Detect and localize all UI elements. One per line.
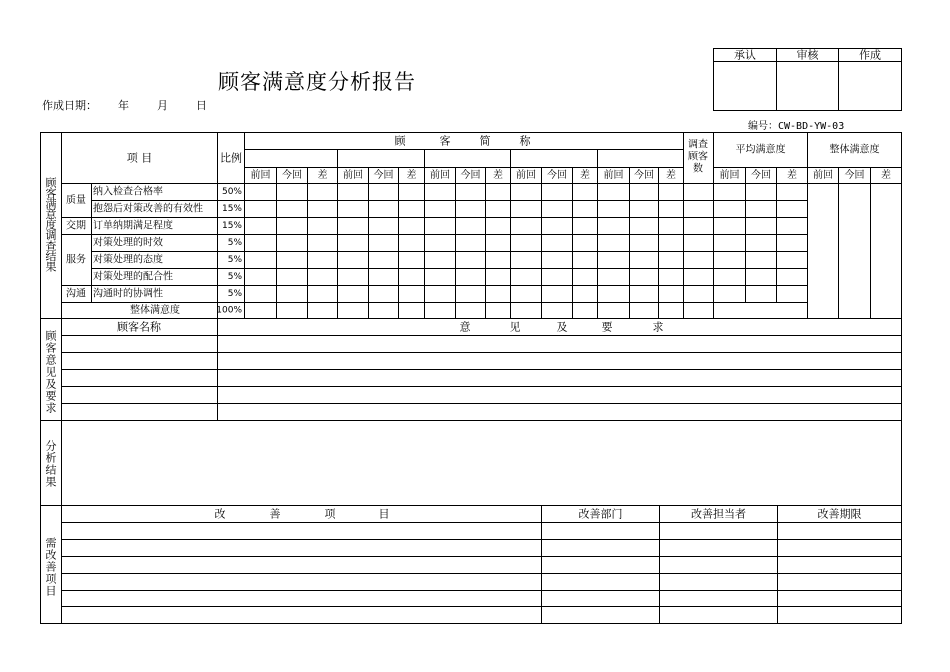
section-analysis-label: 析 [45, 451, 57, 465]
customer-name-header: 顾客名称 [117, 320, 161, 334]
section-analysis-label: 果 [45, 475, 57, 489]
customer-header: 顾 [394, 134, 406, 148]
customer-header: 简 [479, 134, 491, 148]
improve-dept-header: 改善部门 [578, 507, 623, 521]
approval-label-2: 作成 [859, 48, 881, 62]
improve-owner-header: 改善担当者 [691, 507, 746, 521]
improve-items-header: 改 [214, 507, 226, 521]
category-quality: 质量 [66, 195, 86, 206]
respondents-header: 数 [693, 163, 703, 175]
document-number: 编号：CW-BD-YW-03 [748, 121, 845, 132]
improve-items-header: 善 [269, 507, 281, 521]
section-opinions-label: 客 [45, 341, 57, 355]
section-improvement-label: 项 [45, 572, 57, 586]
section-opinions-label: 要 [45, 389, 57, 403]
sub-col-label: 前回 [719, 170, 740, 181]
sub-col-label: 差 [493, 170, 503, 181]
sub-col-label: 今回 [282, 170, 302, 181]
creation-date: 作成日期： 年 月 日 [42, 99, 207, 112]
section-opinions-label: 求 [45, 401, 57, 415]
opinions-header: 求 [652, 320, 664, 334]
total-ratio: 100% [216, 305, 242, 316]
section-survey-label: 调 [45, 229, 57, 242]
improve-items-header: 项 [324, 507, 336, 521]
section-survey-label: 满 [45, 197, 57, 211]
sub-col-label: 前回 [343, 170, 363, 181]
sub-col-label: 差 [787, 170, 797, 181]
survey-item-5: 对策处理的配合性 [93, 271, 173, 283]
customer-header: 称 [519, 134, 531, 148]
survey-item-0: 纳入检查合格率 [93, 186, 163, 198]
sub-col-label: 今回 [547, 170, 567, 181]
survey-item-3: 对策处理的时效 [93, 237, 163, 249]
section-opinions-label: 意 [45, 353, 57, 367]
improve-items-header: 目 [378, 507, 390, 521]
opinions-header: 见 [509, 320, 521, 334]
section-improvement-label: 需 [45, 536, 57, 550]
sub-col-label: 今回 [634, 170, 654, 181]
sub-col-label: 前回 [603, 170, 624, 181]
survey-ratio-6: 5% [227, 289, 242, 299]
section-analysis-label: 结 [45, 463, 57, 477]
sub-col-label: 差 [406, 170, 417, 181]
survey-ratio-5: 5% [227, 272, 242, 282]
category-service: 服务 [66, 254, 86, 266]
section-survey-label: 查 [45, 239, 57, 253]
sub-col-label: 前回 [430, 170, 450, 181]
section-survey-label: 意 [45, 208, 57, 221]
sub-col-label: 今回 [460, 170, 481, 181]
section-analysis-label: 分 [45, 439, 57, 453]
section-improvement-label: 目 [45, 584, 57, 598]
item-header: 项 目 [126, 151, 153, 165]
opinions-header: 及 [556, 320, 568, 334]
sub-col-label: 差 [580, 170, 590, 181]
improve-deadline-header: 改善期限 [817, 507, 862, 521]
sub-col-label: 差 [666, 170, 676, 181]
sub-col-label: 今回 [373, 170, 394, 181]
section-survey-label: 果 [45, 260, 57, 274]
category-delivery: 交期 [66, 220, 86, 232]
section-improvement-label: 善 [45, 560, 57, 574]
survey-item-6: 沟通时的协调性 [93, 288, 163, 300]
overall-satisfaction-header: 整体满意度 [829, 144, 880, 156]
survey-ratio-0: 50% [221, 187, 242, 197]
survey-ratio-1: 15% [221, 204, 242, 214]
ratio-header: 比例 [220, 151, 242, 165]
survey-item-1: 抱怨后对策改善的有效性 [93, 203, 203, 215]
avg-satisfaction-header: 平均满意度 [735, 144, 786, 156]
sub-col-label: 今回 [751, 170, 771, 181]
survey-ratio-3: 5% [227, 238, 242, 248]
survey-ratio-2: 15% [221, 221, 242, 231]
section-survey-label: 顾 [45, 176, 57, 190]
section-opinions-label: 见 [45, 365, 57, 379]
sub-col-label: 前回 [516, 170, 536, 181]
section-opinions-label: 顾 [45, 329, 57, 343]
sub-col-label: 差 [317, 170, 328, 181]
sub-col-label: 前回 [813, 170, 833, 181]
respondents-header: 顾客 [688, 151, 708, 163]
category-communication: 沟通 [66, 288, 86, 300]
section-survey-label: 度 [45, 218, 57, 232]
survey-ratio-4: 5% [227, 255, 242, 265]
sub-col-label: 前回 [250, 170, 271, 181]
survey-item-2: 订单纳期满足程度 [93, 220, 173, 232]
section-survey-label: 客 [45, 187, 57, 200]
total-satisfaction-label: 整体满意度 [130, 305, 180, 316]
respondents-header: 调查 [688, 139, 708, 151]
opinions-header: 意 [459, 320, 471, 334]
approval-label-0: 承认 [734, 48, 756, 62]
section-opinions-label: 及 [45, 377, 57, 391]
survey-item-4: 对策处理的态度 [93, 254, 163, 266]
page-title: 顾客满意度分析报告 [218, 70, 416, 94]
opinions-header: 要 [601, 320, 613, 334]
sub-col-label: 今回 [844, 170, 865, 181]
section-survey-label: 结 [45, 250, 57, 263]
section-improvement-label: 改 [45, 548, 57, 562]
customer-header: 客 [439, 134, 451, 148]
sub-col-label: 差 [881, 170, 891, 181]
approval-label-1: 审核 [796, 48, 819, 62]
